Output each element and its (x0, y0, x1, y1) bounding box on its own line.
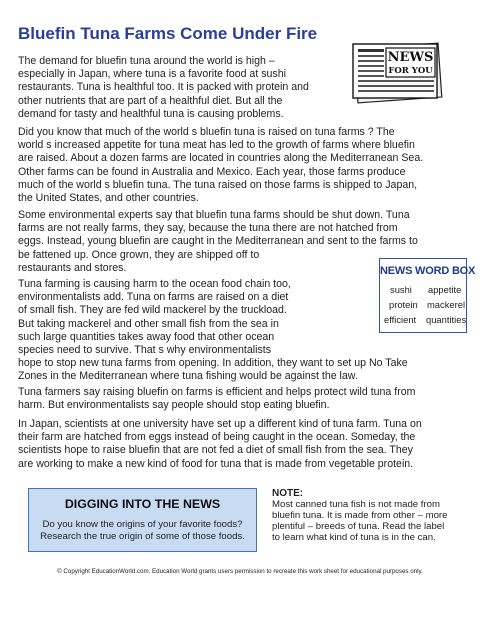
word-box-word: sushi (390, 284, 412, 295)
digging-text-line: Do you know the origins of your favorite foods? (42, 519, 243, 530)
word-box-word: protein (389, 299, 418, 310)
text-line: environmentalists add. Tuna on farms are raised on a diet (18, 291, 289, 304)
paragraph-3 (18, 209, 418, 275)
note-heading: NOTE: (272, 488, 304, 499)
copyright-footer: © Copyright EducationWorld.com. Education World grants users permission to recreate this work sheet for educational purposes only. (57, 568, 423, 575)
news-word-box (379, 258, 476, 333)
word-box-word: quantities (426, 314, 467, 325)
digging-into-the-news-box (28, 488, 257, 552)
digging-text-line: Research the true origin of some of those foods. (40, 531, 245, 542)
text-line: The demand for bluefin tuna around the world is high – (18, 55, 275, 67)
text-line: restaurants. Tuna is healthful too. It is packed with protein and (18, 81, 309, 94)
text-line: their farm are hatched from eggs instead of being caught in the ocean. Someday, the (18, 431, 416, 444)
text-line: such large quantities takes away food that other ocean (18, 330, 275, 343)
word-box-word: appetite (428, 284, 462, 295)
note-text-line: bluefin tuna. It is made from other – more (272, 510, 448, 521)
paragraph-1 (18, 55, 309, 121)
text-line: be fattened up. Once grown, they are shipped off to (18, 248, 260, 261)
word-box-word: mackerel (427, 299, 466, 310)
note-text-line: plentiful – breeds of tuna. Read the label (272, 521, 445, 532)
text-line: Did you know that much of the world s bluefin tuna is raised on tuna farms ? The (18, 126, 395, 138)
text-line: harm. But environmentalists say people should stop eating bluefin. (18, 399, 330, 412)
text-line: Zones in the Mediterranean where tuna fishing would be against the law. (18, 370, 358, 383)
digging-title: DIGGING INTO THE NEWS (64, 497, 221, 511)
text-line: scientists hope to raise bluefin that are not fed a diet of small fish from the sea. They (18, 444, 413, 457)
text-line: Tuna farming is causing harm to the ocean food chain too, (18, 278, 291, 290)
text-line: world s increased appetite for tuna meat has led to the growth of farms where bluefin (18, 139, 415, 152)
note-text-line: Most canned tuna fish is not made from (272, 499, 440, 510)
text-line: But taking mackerel and other small fish from the sea in (18, 317, 279, 330)
text-line: farms are not really farms, they say, because the tuna there are not hatched from (18, 222, 398, 235)
text-line: restaurants and stores. (18, 261, 127, 274)
text-line: Other farms can be found in Australia and Mexico. Each year, those farms produce (18, 165, 406, 178)
svg-text:FOR YOU: FOR YOU (388, 66, 433, 76)
text-line: of small fish. They are fed wild mackerel by the truckload. (18, 304, 287, 317)
text-line: the United States, and other countries. (18, 192, 199, 205)
word-box-word: efficient (384, 314, 417, 325)
text-line: Some environmental experts say that bluefin tuna farms should be shut down. Tuna (18, 209, 410, 221)
text-line: Tuna farmers say raising bluefin on farms is efficient and helps protect wild tuna from (18, 386, 416, 398)
paragraph-5 (18, 386, 415, 412)
svg-text:NEWS: NEWS (387, 50, 434, 65)
paragraph-6 (18, 418, 422, 471)
paragraph-2 (18, 126, 423, 205)
news-for-you-logo (348, 40, 446, 104)
text-line: In Japan, scientists at one university have set up a different kind of tuna farm. Tuna on (18, 418, 422, 430)
text-line: much of the world s bluefin tuna. The tuna raised on those farms is shipped to Japan, (18, 178, 418, 191)
text-line: hope to stop new tuna farms from opening. In addition, they want to set up No Take (18, 357, 408, 370)
text-line: are raised. About a dozen farms are located in countries along the Mediterranean Sea. (18, 152, 424, 165)
text-line: eggs. Instead, young bluefin are caught in the Mediterranean and sent to the farms to (18, 235, 418, 248)
text-line: demand for tasty and healthful tuna is causing problems. (18, 107, 284, 120)
note-text-line: to learn what kind of tuna is in the can. (272, 532, 436, 543)
text-line: species need to survive. That s why environmentalists (18, 344, 271, 357)
paragraph-4 (18, 278, 408, 384)
text-line: other nutrients that are part of a healthful diet. But all the (18, 94, 283, 107)
page-title: Bluefin Tuna Farms Come Under Fire (18, 24, 318, 43)
text-line: especially in Japan, where tuna is a favorite food at sushi (18, 68, 286, 81)
text-line: are working to make a new kind of food for tuna that is made from vegetable protein. (18, 457, 414, 470)
word-box-title: NEWS WORD BOX (380, 265, 476, 277)
